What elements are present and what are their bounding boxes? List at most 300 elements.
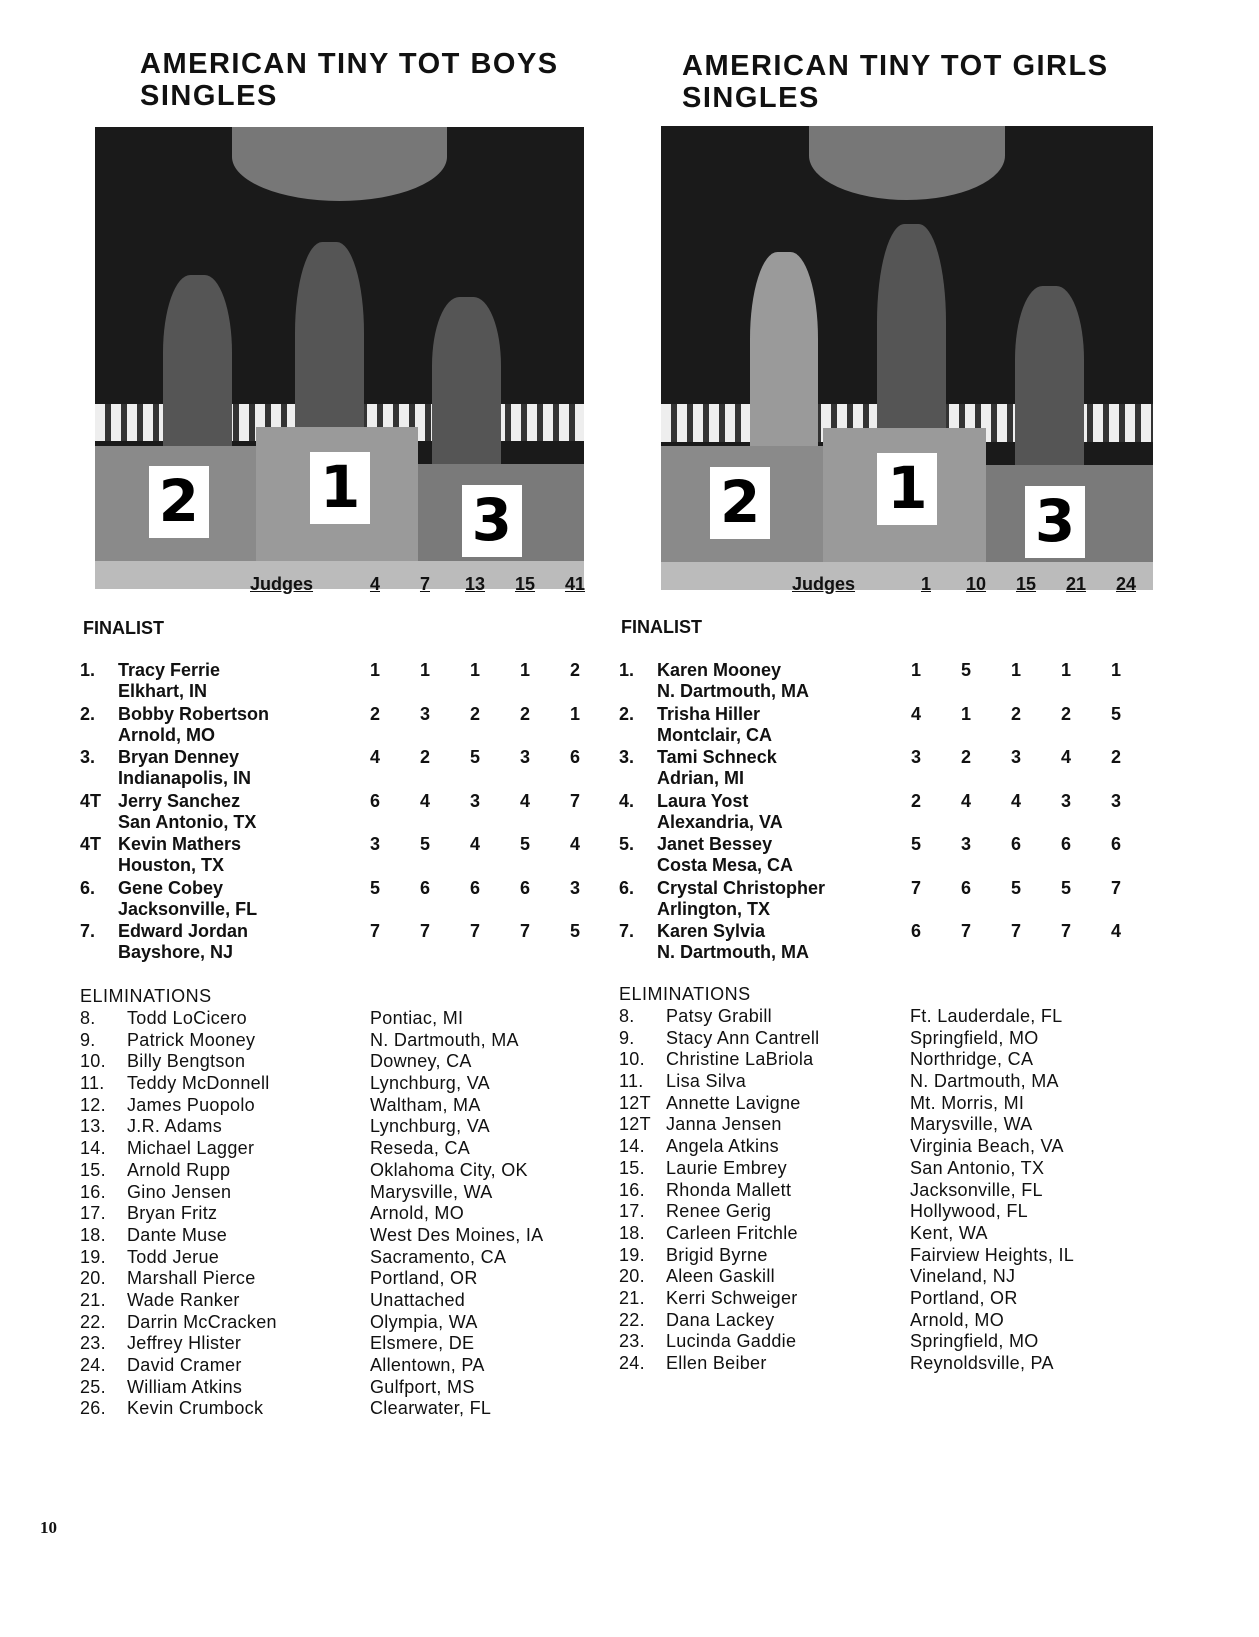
finalist-name: Edward Jordan xyxy=(118,921,249,941)
eliminations-heading: ELIMINATIONS xyxy=(80,986,212,1006)
elimination-city: West Des Moines, IA xyxy=(370,1224,544,1245)
finalist-name: Karen Sylvia xyxy=(657,921,766,941)
finalist-place: 3. xyxy=(619,747,635,767)
finalist-place: 6. xyxy=(80,877,96,898)
elimination-place: 15. xyxy=(619,1157,645,1178)
finalist-name: Tami Schneck xyxy=(657,747,777,767)
finalist-place: 7. xyxy=(619,921,635,941)
elimination-row xyxy=(619,1245,1169,1267)
finalist-row xyxy=(80,660,620,704)
elimination-place: 9. xyxy=(619,1027,635,1048)
elimination-row xyxy=(619,1223,1169,1245)
elimination-row xyxy=(619,1288,1169,1310)
judge-number: 24 xyxy=(1115,574,1137,594)
elimination-place: 14. xyxy=(619,1136,645,1157)
score: 3 xyxy=(910,747,921,767)
score: 7 xyxy=(1110,877,1121,898)
finalist-name: Janet Bessey xyxy=(657,834,773,854)
score: 2 xyxy=(1010,703,1021,724)
judge-number: 41 xyxy=(564,574,586,594)
judge-number: 7 xyxy=(419,574,430,594)
finalist-heading: FINALIST xyxy=(83,618,164,638)
score: 1 xyxy=(519,660,530,680)
elimination-city: Kent, WA xyxy=(910,1222,988,1243)
judge-number: 4 xyxy=(369,574,380,594)
elimination-city: Arnold, MO xyxy=(910,1309,1005,1330)
elimination-city: Gulfport, MS xyxy=(370,1376,475,1397)
finalist-row xyxy=(80,921,620,965)
elimination-row xyxy=(619,1158,1169,1180)
elimination-name: David Cramer xyxy=(127,1355,242,1375)
score: 6 xyxy=(519,877,530,898)
skater-3 xyxy=(432,297,500,469)
finalist-name: Trisha Hiller xyxy=(657,703,761,724)
score: 5 xyxy=(419,834,430,854)
elimination-name: Lucinda Gaddie xyxy=(666,1331,797,1352)
elimination-place: 18. xyxy=(80,1224,106,1245)
podium-photo xyxy=(95,127,584,589)
elimination-name: Patrick Mooney xyxy=(127,1029,256,1050)
finalist-place: 3. xyxy=(80,747,96,767)
title-line-2: SINGLES xyxy=(682,82,820,114)
elimination-place: 20. xyxy=(80,1268,106,1289)
elimination-row xyxy=(80,1377,630,1399)
score: 7 xyxy=(960,921,971,941)
elimination-place: 22. xyxy=(619,1309,645,1330)
finalist-row xyxy=(80,878,620,922)
elimination-row xyxy=(80,1073,630,1095)
elimination-place: 11. xyxy=(80,1073,105,1094)
section-title xyxy=(140,48,620,112)
elimination-city: Portland, OR xyxy=(910,1287,1018,1308)
elimination-row xyxy=(80,1116,630,1138)
finalist-place: 4T xyxy=(80,834,102,854)
elimination-row xyxy=(80,1333,630,1355)
finalist-name: Tracy Ferrie xyxy=(118,660,221,680)
elimination-place: 19. xyxy=(80,1246,106,1267)
finalist-place: 6. xyxy=(619,877,635,898)
score: 5 xyxy=(1060,877,1071,898)
elimination-place: 15. xyxy=(80,1159,106,1180)
elimination-name: Todd LoCicero xyxy=(127,1008,247,1028)
elimination-name: Brigid Byrne xyxy=(666,1244,768,1265)
elimination-name: Rhonda Mallett xyxy=(666,1179,792,1200)
elimination-place: 12T xyxy=(619,1114,651,1135)
elimination-name: Teddy McDonnell xyxy=(127,1073,270,1094)
elimination-row xyxy=(619,1180,1169,1202)
score: 7 xyxy=(569,790,580,811)
elimination-place: 12T xyxy=(619,1092,651,1113)
elimination-name: Kerri Schweiger xyxy=(666,1287,798,1308)
elimination-row xyxy=(619,1353,1169,1375)
elimination-name: Dana Lackey xyxy=(666,1309,775,1330)
finalist-place: 2. xyxy=(619,703,635,724)
elimination-name: Ellen Beiber xyxy=(666,1353,767,1373)
elimination-place: 23. xyxy=(80,1333,106,1354)
elimination-place: 21. xyxy=(619,1287,645,1308)
title-line-1: AMERICAN TINY TOT GIRLS xyxy=(682,50,1109,82)
score: 1 xyxy=(469,660,480,680)
finalist-place: 1. xyxy=(80,660,96,680)
finalist-row xyxy=(619,660,1159,704)
skater-3 xyxy=(1015,286,1084,470)
elimination-place: 19. xyxy=(619,1244,645,1265)
elimination-place: 10. xyxy=(619,1049,645,1070)
elimination-city: Reynoldsville, PA xyxy=(910,1353,1054,1373)
elimination-place: 9. xyxy=(80,1029,96,1050)
elimination-place: 8. xyxy=(80,1008,96,1028)
podium-photo xyxy=(661,126,1153,590)
score: 4 xyxy=(419,790,430,811)
judge-number: 1 xyxy=(920,574,931,594)
elimination-place: 10. xyxy=(80,1051,106,1072)
score: 1 xyxy=(419,660,430,680)
elimination-name: Michael Lagger xyxy=(127,1138,255,1159)
elimination-place: 17. xyxy=(619,1201,645,1222)
elimination-city: Elsmere, DE xyxy=(370,1333,475,1354)
elimination-place: 24. xyxy=(80,1355,106,1375)
finalist-row xyxy=(619,791,1159,835)
elimination-row xyxy=(80,1030,630,1052)
elimination-city: Jacksonville, FL xyxy=(910,1179,1043,1200)
elimination-name: James Puopolo xyxy=(127,1094,255,1115)
score: 1 xyxy=(369,660,380,680)
score: 4 xyxy=(910,703,921,724)
score: 6 xyxy=(910,921,921,941)
elimination-name: J.R. Adams xyxy=(127,1116,223,1137)
elimination-place: 18. xyxy=(619,1222,645,1243)
elimination-place: 23. xyxy=(619,1331,645,1352)
finalist-name: Jerry Sanchez xyxy=(118,790,241,811)
score: 3 xyxy=(419,703,430,724)
elimination-row xyxy=(619,1071,1169,1093)
skater-2 xyxy=(750,252,819,469)
finalist-city: Montclair, CA xyxy=(657,724,773,745)
elimination-row xyxy=(619,1331,1169,1353)
score: 5 xyxy=(519,834,530,854)
elimination-row xyxy=(80,1051,630,1073)
score: 6 xyxy=(469,877,480,898)
finalist-name: Gene Cobey xyxy=(118,877,224,898)
score: 4 xyxy=(1060,747,1071,767)
finalist-row xyxy=(619,878,1159,922)
elimination-city: Marysville, WA xyxy=(370,1181,493,1202)
elimination-place: 12. xyxy=(80,1094,106,1115)
elimination-row xyxy=(619,1093,1169,1115)
score: 1 xyxy=(1010,660,1021,680)
elimination-row xyxy=(619,1266,1169,1288)
elimination-row xyxy=(619,1310,1169,1332)
elimination-city: Oklahoma City, OK xyxy=(370,1159,528,1180)
elimination-city: Marysville, WA xyxy=(910,1114,1033,1135)
finalist-name: Bryan Denney xyxy=(118,747,240,767)
score: 2 xyxy=(519,703,530,724)
elimination-place: 14. xyxy=(80,1138,106,1159)
finalist-city: Costa Mesa, CA xyxy=(657,855,794,875)
finalist-city: N. Dartmouth, MA xyxy=(657,942,809,962)
elimination-name: Laurie Embrey xyxy=(666,1157,787,1178)
elimination-row xyxy=(619,1028,1169,1050)
score: 5 xyxy=(569,921,580,941)
judge-number: 13 xyxy=(464,574,486,594)
title-line-1: AMERICAN TINY TOT BOYS xyxy=(140,48,559,80)
judge-number: 21 xyxy=(1065,574,1087,594)
elimination-place: 24. xyxy=(619,1353,645,1373)
judges-label: Judges xyxy=(792,574,856,594)
elimination-row xyxy=(80,1138,630,1160)
elimination-name: Wade Ranker xyxy=(127,1289,240,1310)
finalist-city: Jacksonville, FL xyxy=(118,898,258,919)
elimination-name: Billy Bengtson xyxy=(127,1051,246,1072)
score: 4 xyxy=(469,834,480,854)
score: 7 xyxy=(910,877,921,898)
elimination-name: Carleen Fritchle xyxy=(666,1222,798,1243)
elimination-name: Marshall Pierce xyxy=(127,1268,256,1289)
elimination-city: Mt. Morris, MI xyxy=(910,1092,1025,1113)
elimination-name: Stacy Ann Cantrell xyxy=(666,1027,820,1048)
elimination-city: Ft. Lauderdale, FL xyxy=(910,1006,1063,1026)
score: 1 xyxy=(910,660,921,680)
elimination-city: Hollywood, FL xyxy=(910,1201,1028,1222)
banner xyxy=(232,127,447,201)
score: 6 xyxy=(419,877,430,898)
judge-number: 15 xyxy=(514,574,536,594)
score: 2 xyxy=(910,790,921,811)
judges-header xyxy=(792,574,1152,598)
finalist-name: Karen Mooney xyxy=(657,660,782,680)
elimination-name: Todd Jerue xyxy=(127,1246,220,1267)
elimination-row xyxy=(80,1225,630,1247)
score: 2 xyxy=(569,660,580,680)
score: 4 xyxy=(519,790,530,811)
score: 3 xyxy=(1110,790,1121,811)
finalist-row xyxy=(80,704,620,748)
eliminations-heading: ELIMINATIONS xyxy=(619,984,751,1004)
finalist-heading: FINALIST xyxy=(621,617,702,637)
finalist-place: 1. xyxy=(619,660,635,680)
elimination-name: Kevin Crumbock xyxy=(127,1398,264,1419)
elimination-city: Arnold, MO xyxy=(370,1203,465,1224)
elimination-row xyxy=(80,1008,630,1030)
judges-label: Judges xyxy=(250,574,314,594)
elimination-row xyxy=(619,1114,1169,1136)
finalist-city: Bayshore, NJ xyxy=(118,942,234,962)
banner xyxy=(809,126,1006,200)
elimination-city: Lynchburg, VA xyxy=(370,1116,490,1137)
score: 7 xyxy=(1010,921,1021,941)
finalist-row xyxy=(619,704,1159,748)
score: 1 xyxy=(1110,660,1121,680)
podium-number-3: 3 xyxy=(1025,486,1085,558)
score: 5 xyxy=(960,660,971,680)
score: 3 xyxy=(469,790,480,811)
score: 6 xyxy=(1110,834,1121,854)
score: 5 xyxy=(910,834,921,854)
elimination-city: Virginia Beach, VA xyxy=(910,1136,1064,1157)
elimination-city: Olympia, WA xyxy=(370,1311,478,1332)
elimination-name: Arnold Rupp xyxy=(127,1159,231,1180)
eliminations-list xyxy=(619,1006,1169,1375)
section-title xyxy=(682,50,1162,114)
elimination-city: Springfield, MO xyxy=(910,1027,1039,1048)
score: 7 xyxy=(1060,921,1071,941)
elimination-place: 8. xyxy=(619,1006,635,1026)
finalist-place: 7. xyxy=(80,921,96,941)
score: 6 xyxy=(1060,834,1071,854)
elimination-city: N. Dartmouth, MA xyxy=(370,1029,519,1050)
score: 5 xyxy=(469,747,480,767)
finalist-list xyxy=(80,660,620,965)
skater-2 xyxy=(163,275,231,469)
finalist-city: Houston, TX xyxy=(118,855,224,875)
elimination-row xyxy=(80,1247,630,1269)
podium-number-2: 2 xyxy=(149,466,209,538)
elimination-row xyxy=(80,1160,630,1182)
elimination-name: Patsy Grabill xyxy=(666,1006,772,1026)
judge-number: 10 xyxy=(965,574,987,594)
finalist-name: Crystal Christopher xyxy=(657,877,826,898)
elimination-row xyxy=(619,1136,1169,1158)
finalist-list xyxy=(619,660,1159,965)
elimination-name: Annette Lavigne xyxy=(666,1092,801,1113)
score: 2 xyxy=(960,747,971,767)
elimination-city: Fairview Heights, IL xyxy=(910,1244,1075,1265)
score: 4 xyxy=(369,747,380,767)
title-line-2: SINGLES xyxy=(140,80,278,112)
elimination-place: 17. xyxy=(80,1203,106,1224)
elimination-name: Jeffrey Hlister xyxy=(127,1333,242,1354)
elimination-place: 11. xyxy=(619,1071,644,1092)
elimination-name: Lisa Silva xyxy=(666,1071,747,1092)
finalist-city: Adrian, MI xyxy=(657,768,745,788)
score: 5 xyxy=(369,877,380,898)
eliminations-list xyxy=(80,1008,630,1420)
elimination-name: Gino Jensen xyxy=(127,1181,232,1202)
finalist-city: N. Dartmouth, MA xyxy=(657,681,809,701)
score: 4 xyxy=(1010,790,1021,811)
elimination-row xyxy=(80,1312,630,1334)
finalist-name: Bobby Robertson xyxy=(118,703,269,724)
finalist-row xyxy=(619,921,1159,965)
elimination-city: Allentown, PA xyxy=(370,1355,485,1375)
finalist-row xyxy=(80,791,620,835)
score: 7 xyxy=(469,921,480,941)
elimination-name: Darrin McCracken xyxy=(127,1311,277,1332)
elimination-name: Janna Jensen xyxy=(666,1114,782,1135)
score: 6 xyxy=(369,790,380,811)
score: 3 xyxy=(369,834,380,854)
score: 2 xyxy=(419,747,430,767)
page-number: 10 xyxy=(40,1518,57,1537)
elimination-city: N. Dartmouth, MA xyxy=(910,1071,1059,1092)
score: 2 xyxy=(469,703,480,724)
elimination-place: 22. xyxy=(80,1311,106,1332)
score: 3 xyxy=(1060,790,1071,811)
elimination-place: 13. xyxy=(80,1116,106,1137)
elimination-name: Bryan Fritz xyxy=(127,1203,218,1224)
finalist-city: Arlington, TX xyxy=(657,898,770,919)
elimination-place: 25. xyxy=(80,1376,106,1397)
judge-number: 15 xyxy=(1015,574,1037,594)
elimination-city: Clearwater, FL xyxy=(370,1398,492,1419)
judges-header xyxy=(250,574,595,598)
score: 4 xyxy=(960,790,971,811)
podium-number-1: 1 xyxy=(877,453,937,525)
elimination-city: Waltham, MA xyxy=(370,1094,481,1115)
finalist-name: Kevin Mathers xyxy=(118,834,242,854)
elimination-name: William Atkins xyxy=(127,1376,243,1397)
elimination-row xyxy=(619,1049,1169,1071)
finalist-place: 4T xyxy=(80,790,102,811)
elimination-row xyxy=(80,1203,630,1225)
finalist-name: Laura Yost xyxy=(657,790,749,811)
finalist-city: San Antonio, TX xyxy=(118,811,257,832)
elimination-name: Renee Gerig xyxy=(666,1201,772,1222)
score: 2 xyxy=(369,703,380,724)
score: 1 xyxy=(960,703,971,724)
finalist-city: Elkhart, IN xyxy=(118,681,208,701)
finalist-city: Arnold, MO xyxy=(118,724,215,745)
score: 5 xyxy=(1110,703,1121,724)
finalist-row xyxy=(80,834,620,878)
finalist-row xyxy=(619,747,1159,791)
score: 4 xyxy=(1110,921,1121,941)
elimination-city: Pontiac, MI xyxy=(370,1008,464,1028)
elimination-row xyxy=(80,1290,630,1312)
score: 3 xyxy=(960,834,971,854)
score: 3 xyxy=(1010,747,1021,767)
elimination-city: Portland, OR xyxy=(370,1268,478,1289)
finalist-place: 2. xyxy=(80,703,96,724)
score: 7 xyxy=(519,921,530,941)
elimination-row xyxy=(80,1355,630,1377)
score: 2 xyxy=(1110,747,1121,767)
score: 4 xyxy=(569,834,580,854)
elimination-row xyxy=(80,1182,630,1204)
score: 7 xyxy=(419,921,430,941)
elimination-place: 21. xyxy=(80,1289,106,1310)
elimination-row xyxy=(619,1201,1169,1223)
elimination-city: Downey, CA xyxy=(370,1051,472,1072)
podium-number-3: 3 xyxy=(462,485,522,557)
elimination-city: Sacramento, CA xyxy=(370,1246,507,1267)
score: 1 xyxy=(569,703,580,724)
score: 6 xyxy=(569,747,580,767)
finalist-city: Alexandria, VA xyxy=(657,811,783,832)
score: 3 xyxy=(519,747,530,767)
finalist-place: 4. xyxy=(619,790,635,811)
score: 1 xyxy=(1060,660,1071,680)
elimination-place: 16. xyxy=(619,1179,645,1200)
score: 5 xyxy=(1010,877,1021,898)
elimination-city: Northridge, CA xyxy=(910,1049,1034,1070)
elimination-row xyxy=(80,1398,630,1420)
finalist-row xyxy=(80,747,620,791)
elimination-city: Reseda, CA xyxy=(370,1138,471,1159)
elimination-name: Christine LaBriola xyxy=(666,1049,814,1070)
score: 3 xyxy=(569,877,580,898)
podium-number-2: 2 xyxy=(710,467,770,539)
elimination-city: Lynchburg, VA xyxy=(370,1073,490,1094)
score: 6 xyxy=(1010,834,1021,854)
elimination-city: Vineland, NJ xyxy=(910,1266,1016,1287)
elimination-place: 16. xyxy=(80,1181,106,1202)
score: 2 xyxy=(1060,703,1071,724)
elimination-row xyxy=(80,1268,630,1290)
finalist-city: Indianapolis, IN xyxy=(118,768,252,788)
score: 7 xyxy=(369,921,380,941)
elimination-row xyxy=(80,1095,630,1117)
